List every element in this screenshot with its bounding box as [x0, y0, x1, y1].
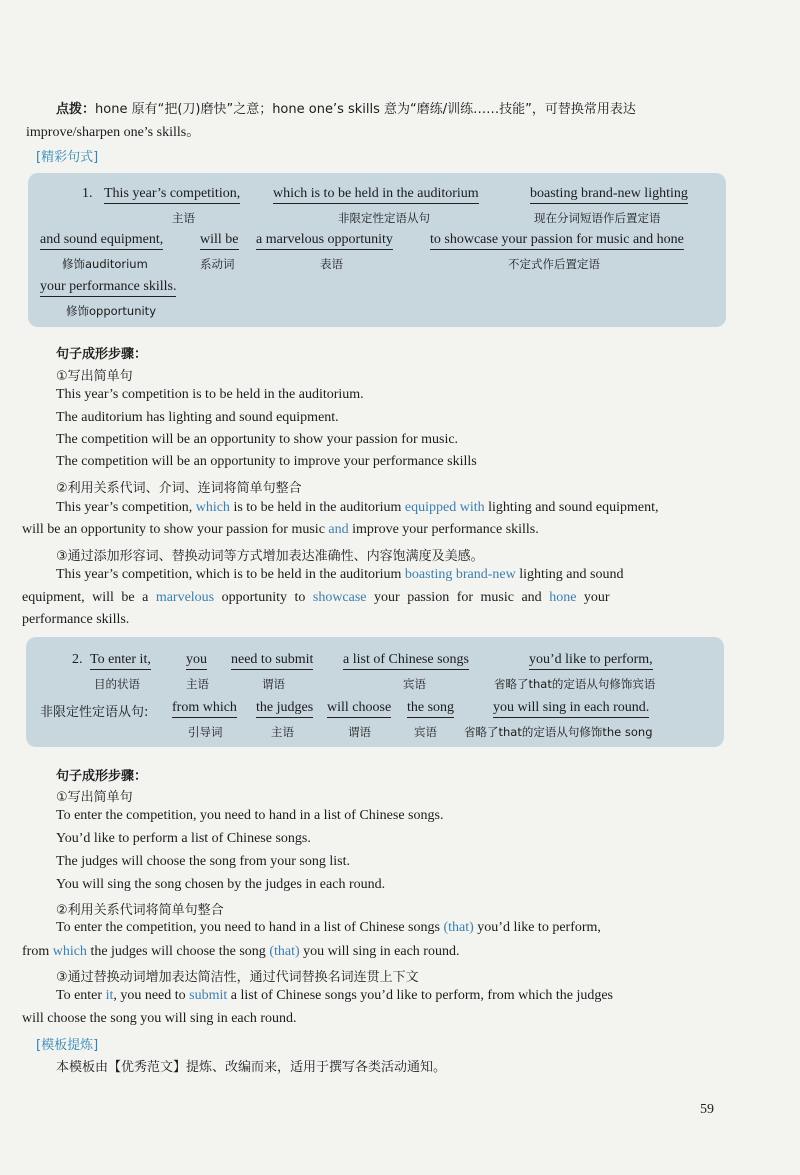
box2-label-song: 宾语	[414, 725, 437, 739]
tip-line-2: improve/sharpen one’s skills。	[26, 125, 201, 140]
highlight-which: which	[195, 500, 230, 515]
section-tag-template: [模板提炼]	[36, 1038, 99, 1053]
highlight-that: (that)	[269, 944, 300, 959]
box2-label-will-choose: 谓语	[348, 725, 371, 739]
box1-seg-predicative: a marvelous opportunity	[256, 232, 393, 250]
box2-label-subject: 主语	[186, 677, 209, 691]
steps1-simple-sentence: The auditorium has lighting and sound equipment.	[56, 410, 339, 425]
text: To enter	[56, 988, 103, 1003]
steps1-combined-line-1	[56, 500, 658, 516]
steps2-simple-sentence: You’d like to perform a list of Chinese songs.	[56, 831, 311, 846]
box1-number: 1.	[82, 186, 93, 201]
box2-label-relative: 引导词	[188, 725, 223, 739]
steps2-step1-title: ①写出简单句	[56, 790, 133, 805]
box1-label-linking-verb: 系动词	[200, 257, 235, 271]
steps1-heading: 句子成形步骤：	[56, 347, 148, 362]
steps2-enhanced-line-2: will choose the song you will sing in each round.	[22, 1011, 297, 1026]
template-description: 本模板由【优秀范文】提炼、改编而来，适用于撰写各类活动通知。	[56, 1060, 447, 1075]
text: from	[22, 944, 50, 959]
box1-seg-participle: boasting brand-new lighting	[530, 186, 688, 204]
steps1-step3-title: ③通过添加形容词、替换动词等方式增加表达准确性、内容饱满度及美感。	[56, 549, 484, 564]
box2-seg-adverbial: To enter it,	[90, 652, 151, 670]
box1-seg-subject: This year’s competition,	[104, 186, 240, 204]
box1-label-infinitive: 不定式作后置定语	[508, 257, 600, 271]
steps2-heading: 句子成形步骤：	[56, 769, 148, 784]
highlight-boasting: boasting brand-new	[404, 567, 516, 582]
box1-label-modify-auditorium: 修饰auditorium	[62, 257, 148, 271]
tip-line-1	[56, 98, 636, 118]
box1-seg-clause: which is to be held in the auditorium	[273, 186, 479, 204]
box2-label-object: 宾语	[403, 677, 426, 691]
text: improve your performance skills.	[352, 522, 539, 537]
steps1-enhanced-line-1	[56, 567, 623, 583]
steps1-enhanced-line-3: performance skills.	[22, 612, 130, 627]
text: lighting and sound	[519, 567, 624, 582]
steps2-enhanced-line-1	[56, 988, 613, 1004]
steps1-combined-line-2	[22, 522, 539, 538]
text: opportunity to	[221, 590, 306, 605]
text: To enter the competition, you need to hand in a list of Chinese songs	[56, 920, 440, 935]
box2-label-sing-clause: 省略了that的定语从句修饰the song	[464, 725, 653, 739]
box2-label-predicate: 谓语	[262, 677, 285, 691]
steps2-simple-sentence: To enter the competition, you need to hand in a list of Chinese songs.	[56, 808, 444, 823]
text: your passion for music and	[374, 590, 542, 605]
box1-seg-equipment: and sound equipment,	[40, 232, 163, 250]
box1-seg-infinitive: to showcase your passion for music and hone	[430, 232, 684, 250]
highlight-hone: hone	[549, 590, 577, 605]
steps2-simple-sentence: The judges will choose the song from your song list.	[56, 854, 350, 869]
steps1-step1-title: ①写出简单句	[56, 369, 133, 384]
text: your	[583, 590, 610, 605]
highlight-marvelous: marvelous	[155, 590, 215, 605]
text: the judges will choose the song	[90, 944, 266, 959]
text: you’d like to perform,	[477, 920, 601, 935]
steps1-step2-title: ②利用关系代词、介词、连词将简单句整合	[56, 481, 302, 496]
box1-label-participle: 现在分词短语作后置定语	[534, 211, 661, 225]
box1-seg-linking-verb: will be	[200, 232, 239, 250]
box1-label-modify-opportunity: 修饰opportunity	[66, 304, 156, 318]
text: is to be held in the auditorium	[233, 500, 402, 515]
box2-label-adverbial: 目的状语	[94, 677, 140, 691]
box2-seg-sing-clause: you will sing in each round.	[493, 700, 649, 718]
steps1-simple-sentence: This year’s competition is to be held in the auditorium.	[56, 387, 364, 402]
highlight-showcase: showcase	[312, 590, 367, 605]
text: equipment, will be a	[22, 590, 149, 605]
box2-seg-judges: the judges	[256, 700, 313, 718]
text: lighting and sound equipment,	[488, 500, 659, 515]
box1-seg-skills: your performance skills.	[40, 279, 176, 297]
tip-text-1: hone 原有“把(刀)磨快”之意；hone one’s skills 意为“磨练/训练……技能”，可替换常用表达	[95, 102, 636, 117]
box2-number: 2.	[72, 652, 83, 667]
steps2-step3-title: ③通过替换动词增加表达简洁性，通过代词替换名词连贯上下文	[56, 970, 419, 985]
highlight-it: it	[105, 988, 114, 1003]
text: This year’s competition, which is to be held in the auditorium	[56, 567, 402, 582]
highlight-which: which	[52, 944, 87, 959]
page-number: 59	[700, 1102, 714, 1117]
highlight-that: (that)	[443, 920, 474, 935]
text: you will sing in each round.	[303, 944, 460, 959]
box2-seg-clause: you’d like to perform,	[529, 652, 653, 670]
box2-seg-subject: you	[186, 652, 207, 670]
section-tag-sentence: [精彩句式]	[36, 150, 99, 165]
text: , you need to	[113, 988, 186, 1003]
box1-label-predicative: 表语	[320, 257, 343, 271]
tip-label: 点拨：	[56, 102, 96, 117]
highlight-equipped-with: equipped with	[404, 500, 485, 515]
box2-seg-song: the song	[407, 700, 454, 718]
box1-label-subject: 主语	[172, 211, 195, 225]
steps2-combined-line-1	[56, 920, 601, 936]
steps2-simple-sentence: You will sing the song chosen by the judges in each round.	[56, 877, 386, 892]
highlight-and: and	[328, 522, 349, 537]
steps1-simple-sentence: The competition will be an opportunity to show your passion for music.	[56, 432, 459, 447]
text: a list of Chinese songs you’d like to perform, from which the judges	[230, 988, 614, 1003]
text: will be an opportunity to show your passion for music	[22, 522, 325, 537]
steps1-simple-sentence: The competition will be an opportunity to improve your performance skills	[56, 454, 477, 469]
box2-label-judges: 主语	[271, 725, 294, 739]
box2-seg-object: a list of Chinese songs	[343, 652, 469, 670]
highlight-submit: submit	[189, 988, 228, 1003]
box1-label-clause: 非限定性定语从句	[338, 211, 430, 225]
box2-seg-relative: from which	[172, 700, 237, 718]
steps1-enhanced-line-2	[22, 590, 610, 606]
prefix-text: 非限定性定语从句	[40, 705, 145, 720]
box2-label-clause: 省略了that的定语从句修饰宾语	[494, 677, 656, 691]
steps2-combined-line-2	[22, 944, 459, 960]
box2-seg-will-choose: will choose	[327, 700, 391, 718]
steps2-step2-title: ②利用关系代词将简单句整合	[56, 903, 224, 918]
text: This year’s competition,	[56, 500, 193, 515]
box2-seg-predicate: need to submit	[231, 652, 313, 670]
box2-prefix: 非限定性定语从句:	[40, 705, 149, 720]
